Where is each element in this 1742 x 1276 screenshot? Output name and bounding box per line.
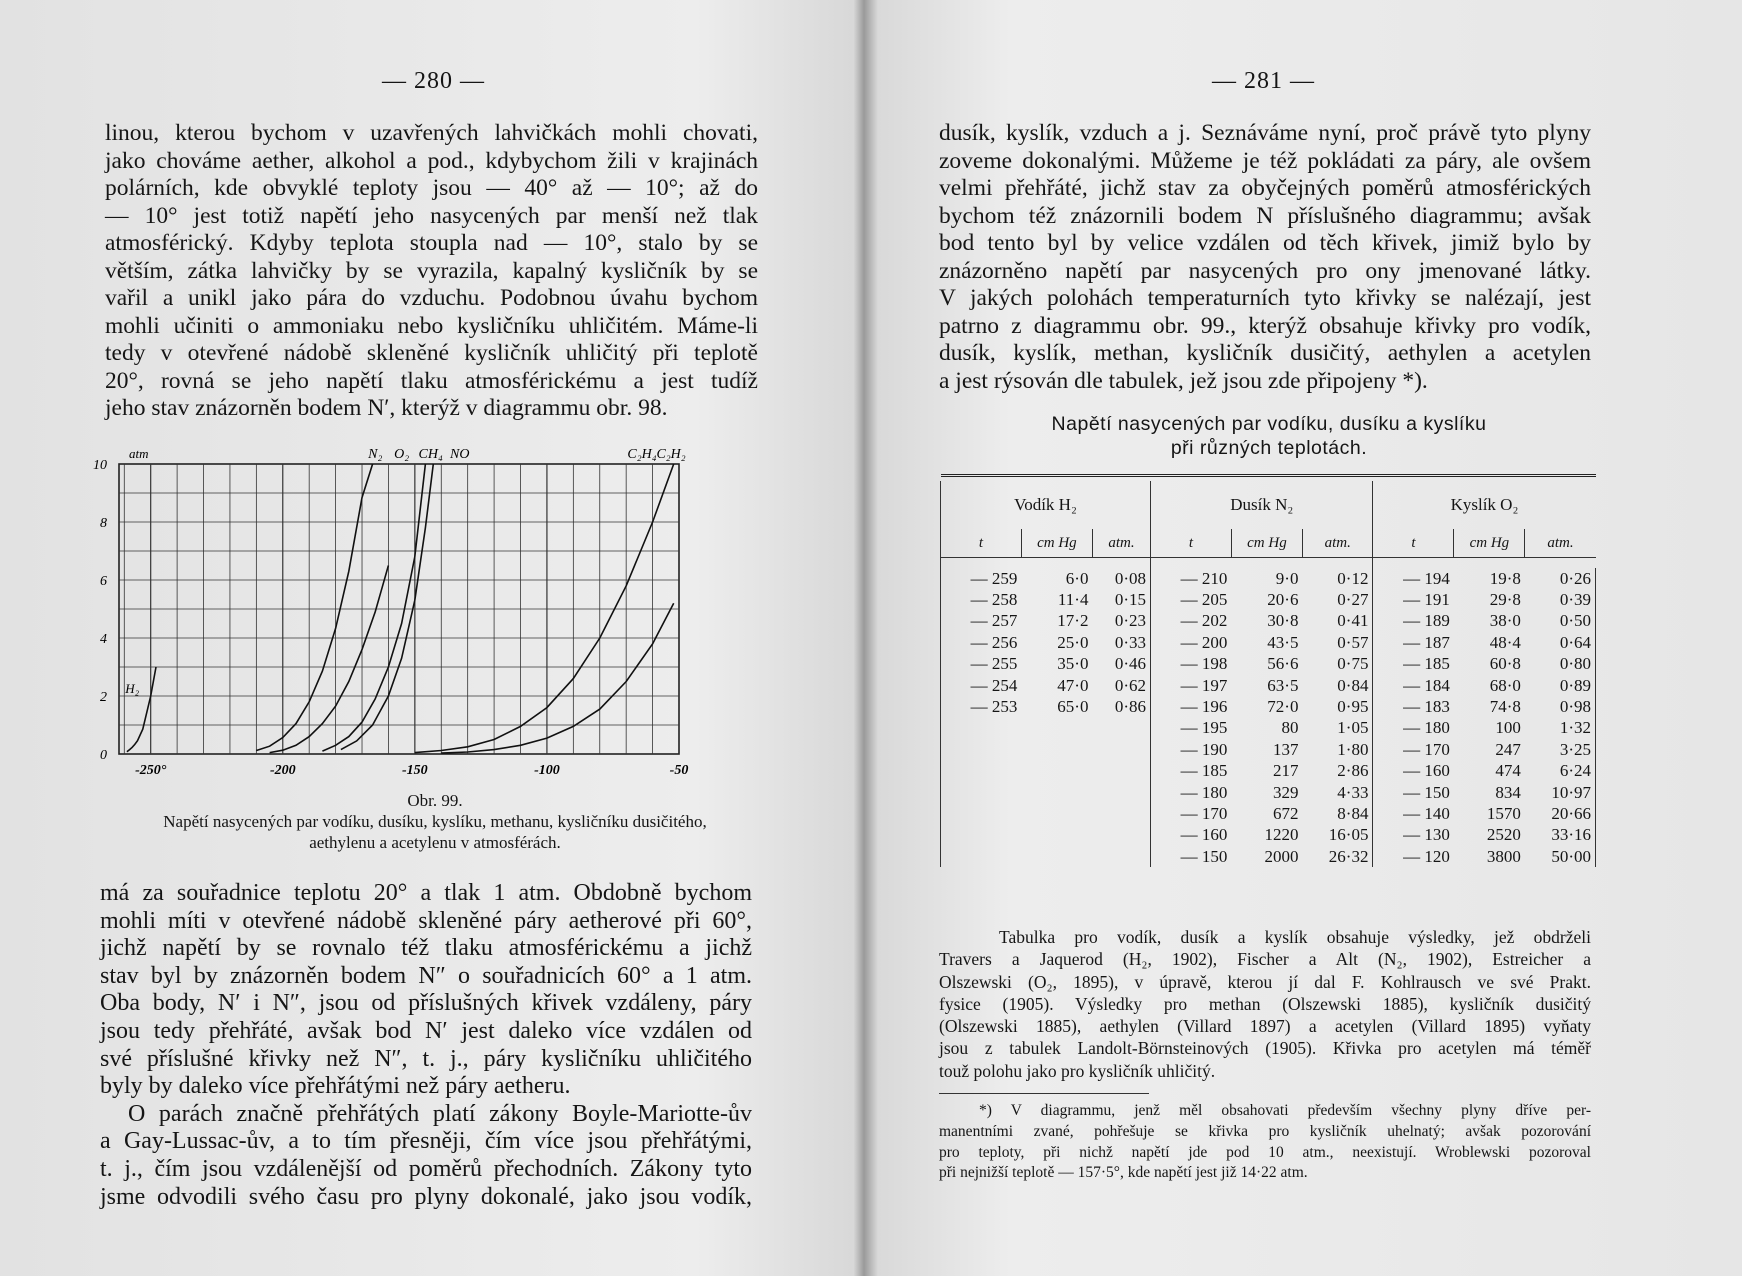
table-cell [941, 782, 1022, 803]
text-line: velmi přehřáté, jichž stav za obyčejných poměrů atmosférických [939, 175, 1591, 201]
table-cell: — 150 [1151, 846, 1232, 867]
table-cell: 8·84 [1337, 803, 1369, 823]
footnote-line: *) V diagrammu, jenž měl obsahovati především všechny plyny dříve per- [979, 1102, 1591, 1119]
text-line: dusík, kyslík, methan, kysličník dusičitý, aethylen a acetylen [939, 340, 1591, 366]
table-cell: 2000 [1264, 846, 1299, 866]
table-cell: 3·25 [1525, 739, 1596, 760]
table-cell [1092, 761, 1150, 782]
table-cell: — 190 [1151, 739, 1232, 760]
footnote-line: při nejnižší teplotě — 157·5°, kde napětí jest již 14·22 atm. [939, 1164, 1308, 1182]
table-cell: — 198 [1151, 654, 1232, 675]
table-title-line: Napětí nasycených par vodíku, dusíku a kyslíku [1051, 413, 1487, 435]
table-cell: 6·0 [1065, 568, 1089, 588]
table-cell: 65·0 [1057, 697, 1089, 717]
table-cell: — 185 [1151, 761, 1232, 782]
table-cell: 16·05 [1328, 825, 1369, 845]
table-cell: 68·0 [1489, 675, 1521, 695]
x-tick-label: -250° [135, 763, 167, 778]
table-cell: 1·05 [1337, 718, 1369, 738]
table-row [941, 696, 1596, 717]
table-cell: — 160 [1373, 761, 1454, 782]
table-cell: 672 [1272, 803, 1299, 823]
table-cell: 43·5 [1267, 632, 1299, 652]
table-row [941, 632, 1596, 653]
curve-label: C₂H₄ [627, 447, 657, 462]
text-line: byly by daleko více přehřátými než páry aetheru. [100, 1073, 571, 1100]
note-line: Tabulka pro vodík, dusík a kyslík obsahuje výsledky, jež obdrželi [999, 927, 1591, 947]
table-cell: 0·26 [1525, 568, 1596, 589]
y-tick-label: 0 [100, 748, 107, 763]
y-tick-label: 10 [93, 458, 107, 473]
gap-cell [941, 558, 1022, 569]
table-cell: 26·32 [1328, 846, 1369, 866]
table-cell: 329 [1272, 782, 1299, 802]
gap-cell [1525, 558, 1596, 569]
table-row [941, 654, 1596, 675]
table-cell [1021, 825, 1092, 846]
table-row [941, 739, 1596, 760]
table-cell: 0·12 [1337, 568, 1369, 588]
table-cell: — 255 [941, 654, 1022, 675]
x-tick-label: -150 [402, 763, 428, 778]
x-tick-label: -50 [669, 763, 689, 778]
table-cell [941, 718, 1022, 739]
table-cell: 10·97 [1525, 782, 1596, 803]
gap-cell [1231, 558, 1302, 569]
text-line: jsou tedy přehřáté, avšak bod N′ jest daleko více vzdálen od [100, 1017, 752, 1044]
table-cell: 80 [1281, 718, 1299, 738]
table-cell [1092, 803, 1150, 824]
text-line: O parách značně přehřátých platí zákony Boyle-Mariotte-ův [128, 1100, 752, 1127]
table-cell: 137 [1272, 739, 1299, 759]
text-line: linou, kterou bychom v uzavřených lahvičkách mohli chovati, [105, 120, 758, 146]
text-line: atmosférický. Kdyby teplota stoupla nad — 10°, stalo by se [105, 230, 758, 256]
table-cell [1092, 825, 1150, 846]
table-cell [1092, 739, 1150, 760]
table-cell: 834 [1495, 782, 1521, 802]
subheader-cell: cm Hg [1231, 529, 1302, 558]
series-curve [256, 464, 372, 751]
table-row [941, 675, 1596, 696]
table-row [941, 825, 1596, 846]
table-cell: — 185 [1373, 654, 1454, 675]
table-cell: — 256 [941, 632, 1022, 653]
text-line: znázorněno napětí par nasycených pro ony jmenované látky. [939, 257, 1591, 284]
table-cell: 1·80 [1337, 739, 1369, 759]
table-cell: 38·0 [1489, 611, 1521, 631]
table-cell [941, 825, 1022, 846]
footnote-line: manentními zvané, pohřešuje se křivka pro kysličník uhelnatý; avšak pozorování [939, 1122, 1591, 1140]
table-row [941, 803, 1596, 824]
vapor-pressure-diagram [95, 438, 775, 778]
table-cell: 30·8 [1267, 611, 1299, 631]
table-cell: 0·95 [1337, 697, 1369, 717]
figure-number: Obr. 99. [407, 791, 463, 810]
table-cell: — 205 [1151, 589, 1232, 610]
page-number-left: — 280 — [382, 68, 485, 94]
curve-label: N₂ [368, 447, 383, 462]
table-row [941, 761, 1596, 782]
table-cell: 2520 [1486, 825, 1521, 845]
table-cell: 0·98 [1525, 696, 1596, 717]
table-cell: 72·0 [1267, 697, 1299, 717]
table-cell: — 254 [941, 675, 1022, 696]
table-cell: 0·89 [1525, 675, 1596, 696]
table-cell: — 197 [1151, 675, 1232, 696]
table-cell: — 253 [941, 696, 1022, 717]
subheader-cell: t [941, 529, 1022, 558]
table-cell: 474 [1495, 761, 1521, 781]
text-line: tedy v otevřené nádobě skleněné kysličník uhličitý při teplotě [105, 340, 758, 366]
text-line: dusík, kyslík, vzduch a j. Seznáváme nyní, proč právě tyto plyny [939, 120, 1591, 146]
table-cell: 0·84 [1337, 675, 1369, 695]
table-cell: 0·62 [1114, 675, 1147, 695]
table-cell: — 200 [1151, 632, 1232, 653]
table-cell: 217 [1272, 761, 1299, 781]
text-line: Oba body, N′ i N″, jsou od příslušných křivek vzdáleny, páry [100, 990, 752, 1017]
table-cell: 11·4 [1057, 590, 1089, 610]
table-cell: 20·66 [1525, 803, 1596, 824]
figure-caption [95, 790, 775, 853]
table-cell: 50·00 [1525, 846, 1596, 867]
text-line: jako chováme aether, alkohol a pod., kdybychom žili v krajinách [105, 147, 758, 174]
text-line: zoveme dokonalými. Můžeme je též pokládati za páry, ale ovšem [939, 147, 1591, 174]
footnote-rule [939, 1093, 1149, 1094]
note-line: touž polohu jako pro kysličník uhličitý. [939, 1060, 1216, 1081]
series-curve [127, 667, 156, 752]
text-line: bychom též znázornili bodem N příslušného diagrammu; avšak [939, 202, 1591, 229]
note-line: Travers a Jaquerod (H₂, 1902), Fischer a Alt (N₂, 1902), Estreicher a [939, 949, 1591, 970]
table-cell: 0·86 [1114, 697, 1147, 717]
data-table [940, 474, 1596, 867]
table-cell: 25·0 [1057, 632, 1089, 652]
table-cell: 4·33 [1337, 782, 1369, 802]
note-line: (Olszewski 1885), aethylen (Villard 1897) a acetylen (Villard 1895) vyňaty [939, 1016, 1591, 1037]
table-row [941, 846, 1596, 867]
table-cell: — 170 [1151, 803, 1232, 824]
text-line: 20°, rovná se jeho napětí tlaku atmosférickému a jest tudíž [105, 367, 758, 394]
text-line: a Gay-Lussac-ův, a to tím přesněji, čím více jsou přehřátými, [100, 1128, 752, 1155]
subheader-cell: t [1151, 529, 1232, 558]
table-cell [1021, 782, 1092, 803]
subheader-cell: atm. [1302, 529, 1373, 558]
diagram-svg [95, 438, 775, 778]
table-cell: 0·50 [1525, 611, 1596, 632]
table-cell: 247 [1495, 739, 1521, 759]
table-cell: 0·46 [1114, 654, 1147, 674]
table-cell: — 257 [941, 611, 1022, 632]
table-cell: 0·64 [1525, 632, 1596, 653]
table-cell: — 259 [941, 568, 1022, 589]
table-cell: 0·39 [1525, 589, 1596, 610]
table-cell: 19·8 [1489, 568, 1521, 588]
table-cell: 0·80 [1525, 654, 1596, 675]
table-cell: 47·0 [1057, 675, 1089, 695]
text-line: své příslušné křivky než N″, t. j., páry kysličníku uhličitého [100, 1045, 752, 1072]
x-tick-label: -100 [534, 763, 560, 778]
table-cell [1092, 782, 1150, 803]
table-row [941, 568, 1596, 589]
series-curve [270, 566, 389, 753]
group-header-cell: Kyslík O₂ [1373, 481, 1596, 529]
table-group-header [941, 481, 1596, 529]
text-line: má za souřadnice teplotu 20° a tlak 1 atm. Obdobně bychom [100, 880, 752, 906]
table-cell [1021, 803, 1092, 824]
vapor-pressure-table [940, 474, 1596, 867]
table-cell: 0·15 [1114, 590, 1147, 610]
table-cell: — 187 [1373, 632, 1454, 653]
x-tick-label: -200 [269, 763, 296, 778]
y-tick-label: 6 [100, 574, 107, 589]
table-cell: — 120 [1373, 846, 1454, 867]
note-line: Olszewski (O₂, 1895), v úpravě, kterou jí dal F. Kohlrausch ve své Prakt. [939, 971, 1591, 992]
text-line: t. j., čím jsou vzdálenější od poměrů přechodních. Zákony tyto [100, 1155, 752, 1182]
table-cell: — 183 [1373, 696, 1454, 717]
table-cell [1021, 761, 1092, 782]
unit-label: atm [129, 446, 149, 461]
table-cell: — 180 [1151, 782, 1232, 803]
subheader-cell: atm. [1092, 529, 1150, 558]
table-row [941, 611, 1596, 632]
series-curve [441, 603, 673, 753]
curve-label-h2: H₂ [125, 681, 140, 697]
table-row [941, 589, 1596, 610]
gap-cell [1302, 558, 1373, 569]
table-cell: — 195 [1151, 718, 1232, 739]
table-cell: — 196 [1151, 696, 1232, 717]
table-cell: 60·8 [1489, 654, 1521, 674]
table-cell: 0·27 [1337, 590, 1369, 610]
group-header-cell: Dusík N₂ [1151, 481, 1373, 529]
y-tick-label: 8 [100, 516, 107, 531]
table-cell: — 170 [1373, 739, 1454, 760]
table-cell [941, 803, 1022, 824]
y-tick-label: 2 [100, 690, 107, 705]
table-cell: — 184 [1373, 675, 1454, 696]
table-cell: 1570 [1486, 803, 1521, 823]
text-line: polárních, kde obvyklé teploty jsou — 40° až — 10°; až do [105, 175, 758, 201]
page-number-right: — 281 — [1212, 68, 1315, 94]
table-cell [941, 761, 1022, 782]
table-cell: 17·2 [1057, 611, 1089, 631]
table-title [939, 412, 1599, 460]
text-line: mohli míti v otevřené nádobě skleněné páry aetherové při 60°, [100, 907, 752, 934]
table-cell: — 191 [1373, 589, 1454, 610]
series-curve [341, 464, 433, 750]
table-row [941, 782, 1596, 803]
subheader-cell: t [1373, 529, 1454, 558]
table-cell: 63·5 [1267, 675, 1299, 695]
table-cell: — 202 [1151, 611, 1232, 632]
table-cell: 56·6 [1267, 654, 1299, 674]
table-cell [1021, 846, 1092, 867]
curve-label: O₂ [394, 447, 410, 462]
table-cell: — 210 [1151, 568, 1232, 589]
table-cell: 100 [1495, 718, 1521, 738]
table-title-line: při různých teplotách. [1170, 437, 1368, 459]
table-cell [1021, 739, 1092, 760]
table-cell: 35·0 [1057, 654, 1089, 674]
series-curve [322, 464, 425, 751]
text-line: bod tento byl by velice vzdálen od těch křivek, jimiž bylo by [939, 230, 1591, 256]
right-top-paragraph [939, 120, 1591, 395]
text-line: V jakých polohách temperaturních tyto křivky se nalézají, jest [939, 285, 1591, 311]
subheader-cell: cm Hg [1021, 529, 1092, 558]
table-cell: 33·16 [1525, 825, 1596, 846]
table-cell: 48·4 [1489, 632, 1521, 652]
table-cell [1021, 718, 1092, 739]
table-gap [941, 558, 1596, 569]
table-cell: 1·32 [1525, 718, 1596, 739]
group-header-cell: Vodík H₂ [941, 481, 1151, 529]
text-line: jsme odvodili svého času pro plyny dokonalé, jako jsou vodík, [100, 1183, 752, 1210]
table-cell: 20·6 [1267, 590, 1299, 610]
right-page [862, 0, 1742, 1276]
series-curve [415, 464, 674, 753]
gap-cell [1454, 558, 1525, 569]
footnote-line: pro teploty, při nichž napětí jde pod 10 atm., neexistují. Wroblewski pozoroval [939, 1143, 1591, 1161]
gap-cell [1151, 558, 1232, 569]
note-line: fysice (1905). Výsledky pro methan (Olszewski 1885), kysličník dusičitý [939, 993, 1591, 1014]
table-cell [1092, 846, 1150, 867]
table-cell: — 189 [1373, 611, 1454, 632]
caption-line: Napětí nasycených par vodíku, dusíku, kyslíku, methanu, kysličníku dusičitého, [163, 812, 707, 831]
left-top-paragraph [105, 120, 758, 423]
table-cell: 0·57 [1337, 632, 1369, 652]
table-cell: — 160 [1151, 825, 1232, 846]
text-line: patrno z diagrammu obr. 99., kterýž obsahuje křivky pro vodík, [939, 312, 1591, 339]
table-cell: — 194 [1373, 568, 1454, 589]
table-cell: 9·0 [1275, 568, 1299, 588]
text-line: větším, zátka lahvičky by se vyrazila, kapalný kysličník by se [105, 257, 758, 284]
text-line: — 10° jest totiž napětí jeho nasycených par menší než tlak [105, 202, 758, 229]
curve-label: NO [450, 447, 470, 462]
table-row [941, 718, 1596, 739]
table-subheader [941, 529, 1596, 558]
table-cell [941, 739, 1022, 760]
table-cell: 74·8 [1489, 697, 1521, 717]
curve-label: CH₄ [418, 447, 443, 462]
footnote [939, 1101, 1591, 1184]
table-cell: — 150 [1373, 782, 1454, 803]
text-line: vařil a unikl jako pára do vzduchu. Podobnou úvahu bychom [105, 285, 758, 311]
gap-cell [1092, 558, 1150, 569]
table-cell: 0·75 [1337, 654, 1369, 674]
left-bottom-paragraph [100, 880, 752, 1211]
table-cell: 3800 [1486, 846, 1521, 866]
text-line: stav byl by znázorněn bodem N″ o souřadnicích 60° a 1 atm. [100, 962, 752, 989]
table-note [939, 926, 1591, 1082]
table-cell: — 140 [1373, 803, 1454, 824]
y-tick-label: 4 [100, 632, 107, 647]
table-cell: 1220 [1264, 825, 1299, 845]
caption-line: aethylenu a acetylenu v atmosférách. [309, 833, 561, 852]
table-cell: — 130 [1373, 825, 1454, 846]
table-cell: 0·41 [1337, 611, 1369, 631]
table-cell: 0·23 [1114, 611, 1147, 631]
subheader-cell: cm Hg [1454, 529, 1525, 558]
left-page [0, 0, 860, 1276]
curve-label: C₂H₂ [656, 447, 686, 462]
table-cell: — 258 [941, 589, 1022, 610]
gap-cell [1021, 558, 1092, 569]
table-cell: 6·24 [1525, 761, 1596, 782]
subheader-cell: atm. [1525, 529, 1596, 558]
gap-cell [1373, 558, 1454, 569]
table-cell: 0·33 [1114, 632, 1147, 652]
note-line: jsou z tabulek Landolt-Börnsteinových (1905). Křivka pro acetylen má téměř [939, 1038, 1591, 1059]
text-line: jichž napětí by se rovnalo též tlaku atmosférickému a jichž [100, 935, 752, 962]
text-line: mohli učiniti o ammoniaku nebo kysličníku uhličitém. Máme-li [105, 312, 758, 339]
table-cell: 2·86 [1337, 761, 1369, 781]
table-cell [1092, 718, 1150, 739]
text-line: a jest rýsován dle tabulek, jež jsou zde připojeny *). [939, 367, 1428, 394]
table-cell: 0·08 [1114, 568, 1147, 588]
table-cell: — 180 [1373, 718, 1454, 739]
table-cell [941, 846, 1022, 867]
table-cell: 29·8 [1489, 590, 1521, 610]
text-line: jeho stav znázorněn bodem N′, kterýž v diagrammu obr. 98. [105, 395, 668, 421]
